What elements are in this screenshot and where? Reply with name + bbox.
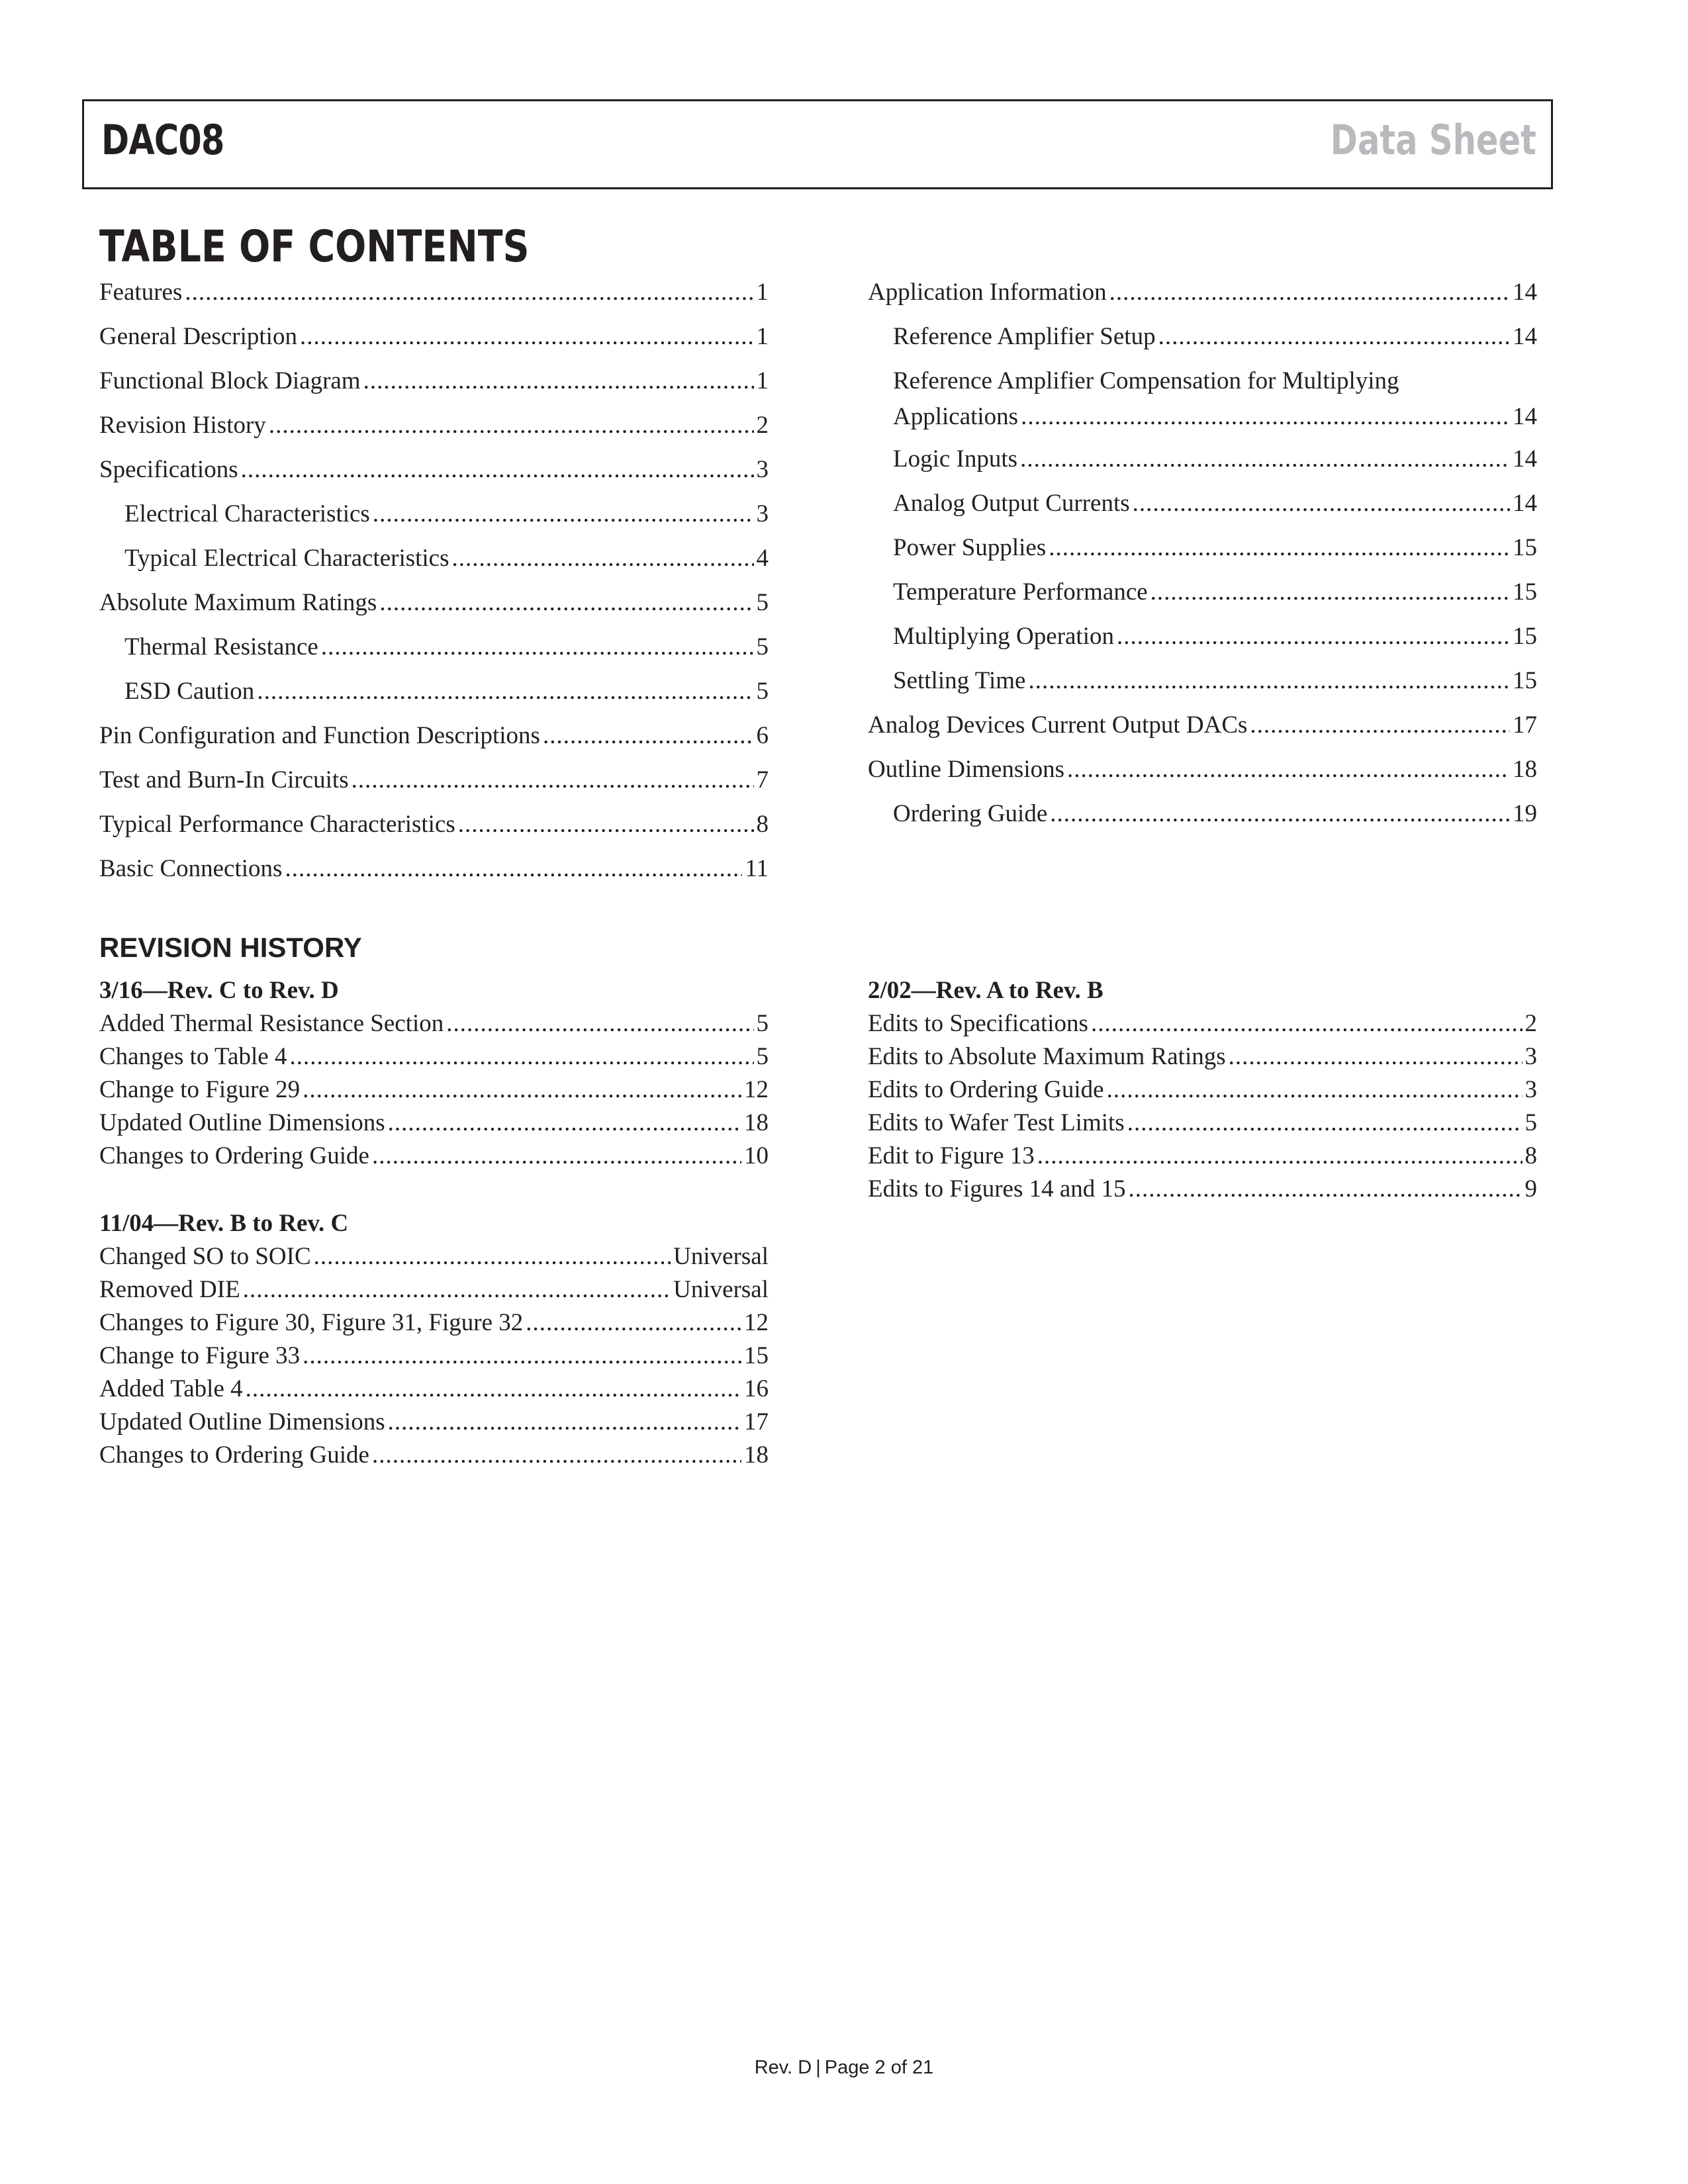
revision-item: Changes to Table 4 ..... 5 [99,1040,769,1073]
document-code: DAC08 [101,116,224,164]
footer-separator: | [816,2057,821,2078]
toc-subentry[interactable]: Settling Time ..... 15 [868,659,1537,703]
revision-item: Changes to Ordering Guide ..... 10 [99,1140,769,1173]
toc-entry[interactable]: Application Information ..... 14 [868,270,1537,314]
toc-subentry[interactable]: Typical Electrical Characteristics ..... 4 [99,536,769,580]
toc-subentry[interactable]: Analog Output Currents ..... 14 [868,481,1537,525]
toc-subentry[interactable]: Reference Amplifier Compensation for Multiplying Applications ..... 14 [868,359,1537,437]
toc-entry[interactable]: Test and Burn-In Circuits ..... 7 [99,758,769,802]
revision-block [99,1207,769,1472]
revision-block-title: 11/04—Rev. B to Rev. C [99,1210,349,1237]
toc-entry[interactable]: Typical Performance Characteristics ..... 8 [99,802,769,846]
revision-item: Changes to Ordering Guide ..... 18 [99,1439,769,1472]
toc-subentry[interactable]: Multiplying Operation ..... 15 [868,614,1537,659]
document-type: Data Sheet [1330,116,1536,164]
revision-item: Updated Outline Dimensions ..... 18 [99,1107,769,1140]
revision-history-heading: REVISION HISTORY [99,932,362,963]
revision-item: Change to Figure 29 ..... 12 [99,1073,769,1107]
revision-item: Edits to Specifications ..... 2 [868,1007,1537,1040]
toc-subentry[interactable]: Temperature Performance ..... 15 [868,570,1537,614]
toc-subentry[interactable]: Ordering Guide ..... 19 [868,792,1537,836]
footer-revision: Rev. D [754,2057,812,2078]
toc-entry[interactable]: Specifications ..... 3 [99,447,769,492]
revision-item: Edits to Ordering Guide ..... 3 [868,1073,1537,1107]
toc-title: TABLE OF CONTENTS [99,221,530,272]
document-header [82,99,1553,189]
toc-entry[interactable]: Absolute Maximum Ratings ..... 5 [99,580,769,625]
toc-subentry[interactable]: Thermal Resistance ..... 5 [99,625,769,669]
revision-block-title: 2/02—Rev. A to Rev. B [868,977,1103,1004]
revision-block [868,974,1537,1206]
toc-entry[interactable]: Features ..... 1 [99,270,769,314]
revision-item: Edit to Figure 13 ..... 8 [868,1140,1537,1173]
page-footer [0,2057,1688,2079]
revision-item: Change to Figure 33 ..... 15 [99,1340,769,1373]
toc-left-column [99,270,769,891]
revision-item: Changed SO to SOIC ..... Universal [99,1240,769,1273]
revision-block [99,974,769,1173]
revision-item: Updated Outline Dimensions ..... 17 [99,1406,769,1439]
toc-entry[interactable]: Outline Dimensions ..... 18 [868,747,1537,792]
toc-subentry[interactable]: Power Supplies ..... 15 [868,525,1537,570]
revision-item: Changes to Figure 30, Figure 31, Figure 32 ..... 12 [99,1306,769,1340]
toc-subentry[interactable]: Logic Inputs ..... 14 [868,437,1537,481]
toc-entry[interactable]: Pin Configuration and Function Descriptions ..... 6 [99,713,769,758]
revision-item: Added Table 4 ..... 16 [99,1373,769,1406]
toc-subentry[interactable]: Reference Amplifier Setup ..... 14 [868,314,1537,359]
revision-item: Added Thermal Resistance Section ..... 5 [99,1007,769,1040]
toc-entry[interactable]: Basic Connections ..... 11 [99,846,769,891]
revision-block-title: 3/16—Rev. C to Rev. D [99,977,339,1004]
toc-subentry[interactable]: Electrical Characteristics ..... 3 [99,492,769,536]
revision-item: Edits to Wafer Test Limits ..... 5 [868,1107,1537,1140]
toc-entry[interactable]: Revision History ..... 2 [99,403,769,447]
toc-right-column [868,270,1537,836]
revision-item: Edits to Figures 14 and 15 ..... 9 [868,1173,1537,1206]
toc-entry[interactable]: General Description ..... 1 [99,314,769,359]
footer-page-number: Page 2 of 21 [824,2057,934,2078]
revision-item: Removed DIE ..... Universal [99,1273,769,1306]
toc-entry[interactable]: Analog Devices Current Output DACs ..... 17 [868,703,1537,747]
revision-item: Edits to Absolute Maximum Ratings ..... 3 [868,1040,1537,1073]
toc-entry[interactable]: Functional Block Diagram ..... 1 [99,359,769,403]
toc-subentry[interactable]: ESD Caution ..... 5 [99,669,769,713]
